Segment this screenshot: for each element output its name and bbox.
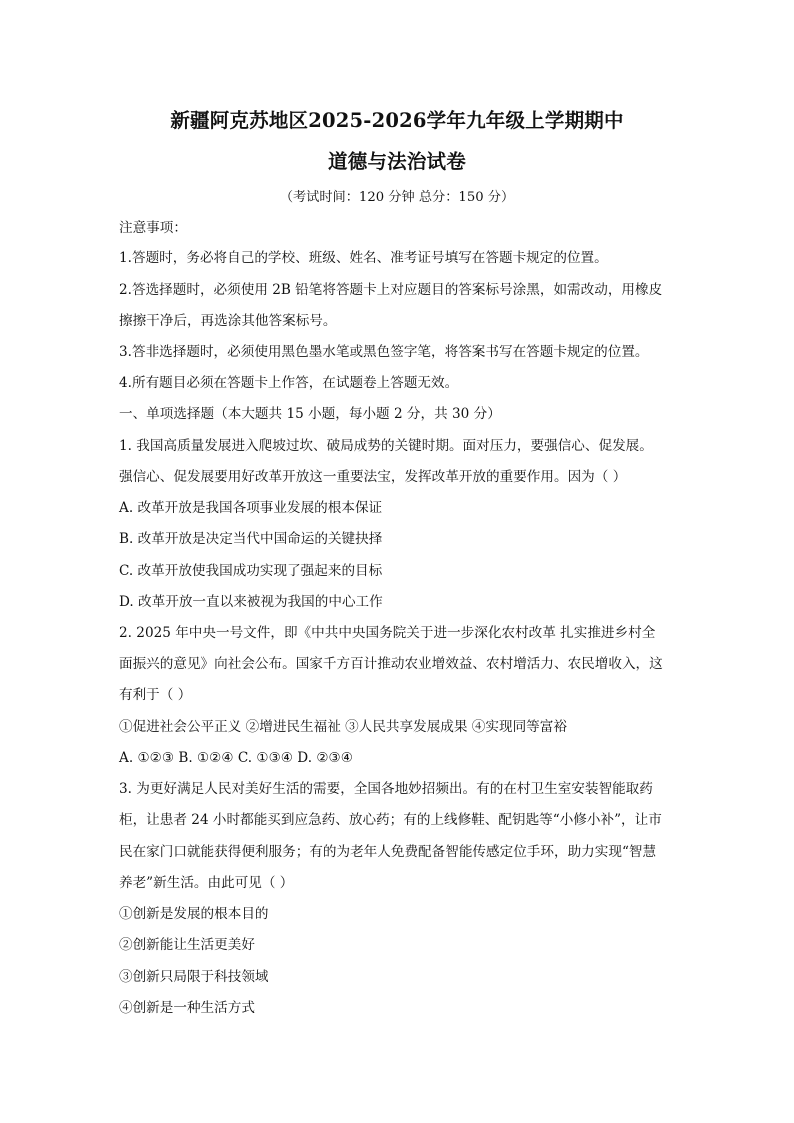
q2-stem-line1: 2. 2025 年中央一号文件，即《中共中央国务院关于进一步深化农村改革 扎实推进乡村全 bbox=[119, 625, 656, 641]
exam-title-line2: 道德与法治试卷 bbox=[328, 150, 466, 173]
note-item-4: 4.所有题目必须在答题卡上作答，在试题卷上答题无效。 bbox=[119, 375, 459, 391]
notes-heading: 注意事项： bbox=[119, 220, 187, 236]
q3-statement-3: ③创新只局限于科技领域 bbox=[119, 969, 269, 985]
note-item-2-cont: 擦擦干净后，再选涂其他答案标号。 bbox=[119, 313, 337, 329]
q3-stem-line3: 民在家门口就能获得便利服务；有的为老年人免费配备智能传感定位手环，助力实现“智慧 bbox=[119, 844, 657, 860]
note-item-3: 3.答非选择题时，必须使用黑色墨水笔或黑色签字笔，将答案书写在答题卡规定的位置。 bbox=[119, 344, 649, 360]
q3-statement-4: ④创新是一种生活方式 bbox=[119, 1000, 255, 1016]
note-item-1: 1.答题时，务必将自己的学校、班级、姓名、准考证号填写在答题卡规定的位置。 bbox=[119, 250, 608, 266]
section-heading: 一、单项选择题（本大题共 15 小题，每小题 2 分，共 30 分） bbox=[119, 406, 501, 422]
q1-stem-line2: 强信心、促发展要用好改革开放这一重要法宝，发挥改革开放的重要作用。因为（ ） bbox=[119, 469, 627, 485]
q3-statement-2: ②创新能让生活更美好 bbox=[119, 937, 255, 953]
q1-option-c: C. 改革开放使我国成功实现了强起来的目标 bbox=[119, 563, 383, 579]
q1-stem-line1: 1. 我国高质量发展进入爬坡过坎、破局成势的关键时期。面对压力，要强信心、促发展。 bbox=[119, 438, 653, 454]
q3-stem-line4: 养老”新生活。由此可见（ ） bbox=[119, 875, 294, 891]
q1-option-a: A. 改革开放是我国各项事业发展的根本保证 bbox=[119, 500, 383, 516]
q2-statements: ①促进社会公平正义 ②增进民生福祉 ③人民共享发展成果 ④实现同等富裕 bbox=[119, 719, 567, 735]
q2-stem-line2: 面振兴的意见》向社会公布。国家千方百计推动农业增效益、农村增活力、农民增收入，这 bbox=[119, 656, 663, 672]
exam-info: （考试时间：120 分钟 总分：150 分） bbox=[279, 190, 515, 205]
q3-statement-1: ①创新是发展的根本目的 bbox=[119, 906, 269, 922]
q1-option-b: B. 改革开放是决定当代中国命运的关键抉择 bbox=[119, 531, 383, 547]
q3-stem-line1: 3. 为更好满足人民对美好生活的需要，全国各地妙招频出。有的在村卫生室安装智能取药 bbox=[119, 781, 653, 797]
note-item-2: 2.答选择题时，必须使用 2B 铅笔将答题卡上对应题目的答案标号涂黑，如需改动，用橡皮 bbox=[119, 282, 663, 298]
exam-title-line1: 新疆阿克苏地区2025-2026学年九年级上学期期中 bbox=[170, 109, 624, 132]
q1-option-d: D. 改革开放一直以来被视为我国的中心工作 bbox=[119, 594, 383, 610]
q2-choices: A. ①②③ B. ①②④ C. ①③④ D. ②③④ bbox=[119, 750, 353, 766]
q3-stem-line2: 柜，让患者 24 小时都能买到应急药、放心药；有的上线修鞋、配钥匙等“小修小补”，让市 bbox=[119, 812, 662, 828]
q2-stem-line3: 有利于（ ） bbox=[119, 687, 192, 703]
